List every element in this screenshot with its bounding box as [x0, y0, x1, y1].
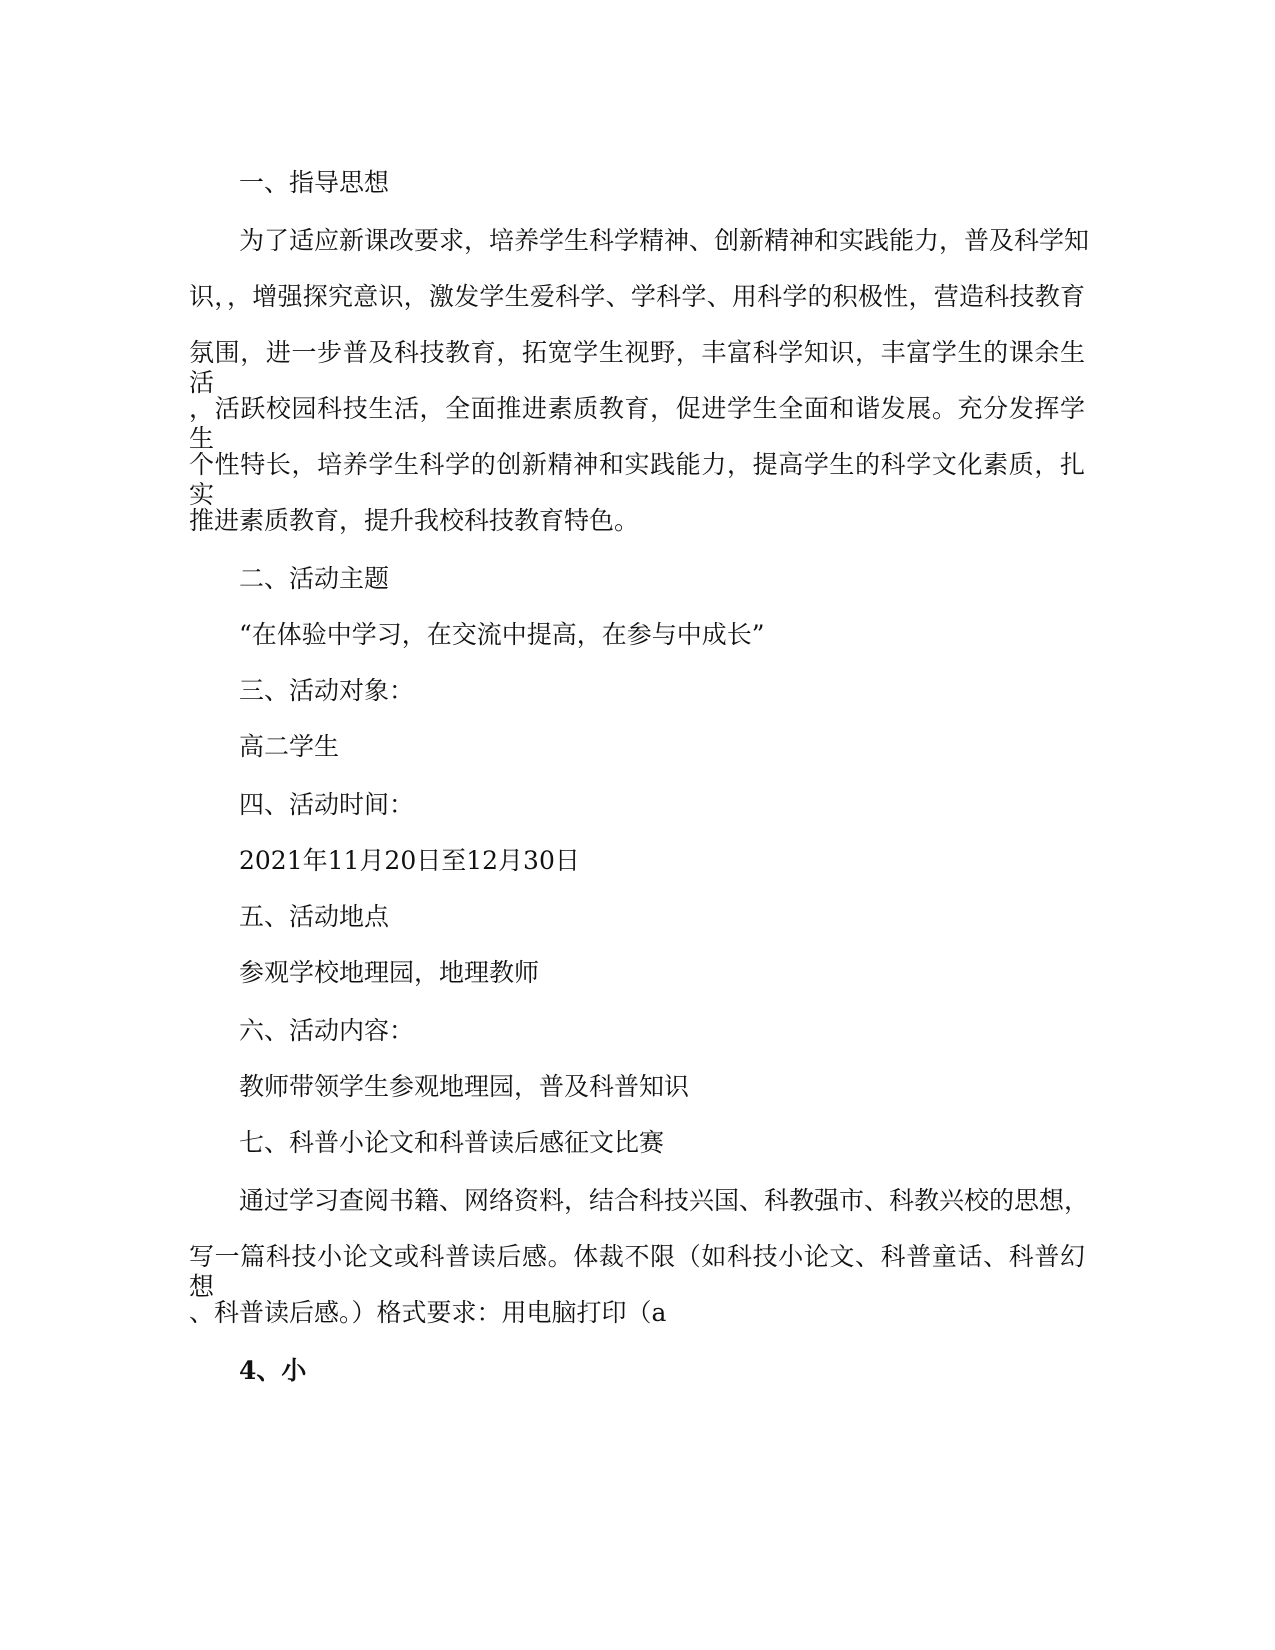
section-heading-activity-target: 三、活动对象：: [239, 676, 415, 705]
section-content-time: 2021年11月20日至12月30日: [239, 846, 580, 875]
section-content-location: 参观学校地理园，地理教师: [239, 958, 540, 987]
section-content-target: 高二学生: [239, 732, 340, 761]
section-content-activity: 教师带领学生参观地理园，普及科普知识: [239, 1072, 690, 1101]
paragraph-line: ，活跃校园科技生活，全面推进素质教育，促进学生全面和谐发展。充分发挥学生: [189, 394, 1085, 453]
section-heading-activity-content: 六、活动内容：: [239, 1016, 415, 1045]
paragraph-line: 识，，增强探究意识，激发学生爱科学、学科学、用科学的积极性，营造科技教育: [189, 282, 1085, 311]
paragraph-line: 写一篇科技小论文或科普读后感。体裁不限（如科技小论文、科普童话、科普幻想: [189, 1242, 1085, 1301]
section-heading-activity-location: 五、活动地点: [239, 902, 390, 931]
section-heading-activity-time: 四、活动时间：: [239, 790, 415, 819]
paragraph-line: 氛围，进一步普及科技教育，拓宽学生视野，丰富科学知识，丰富学生的课余生活: [189, 338, 1085, 397]
paragraph-line: 为了适应新课改要求，培养学生科学精神、创新精神和实践能力，普及科学知: [239, 226, 1090, 255]
paragraph-line: 通过学习查阅书籍、网络资料，结合科技兴国、科教强市、科教兴校的思想，: [239, 1186, 1090, 1215]
section-content-theme: “在体验中学习，在交流中提高，在参与中成长”: [239, 620, 765, 649]
trailing-heading: 4、小: [239, 1356, 307, 1385]
paragraph-line: 、科普读后感。）格式要求：用电脑打印（a: [189, 1298, 667, 1327]
paragraph-line: 推进素质教育，提升我校科技教育特色。: [189, 506, 640, 535]
section-heading-essay-contest: 七、科普小论文和科普读后感征文比赛: [239, 1128, 665, 1157]
section-heading-activity-theme: 二、活动主题: [239, 564, 390, 593]
section-heading-guiding-ideology: 一、指导思想: [239, 168, 390, 197]
paragraph-line: 个性特长，培养学生科学的创新精神和实践能力，提高学生的科学文化素质，扎实: [189, 450, 1085, 509]
